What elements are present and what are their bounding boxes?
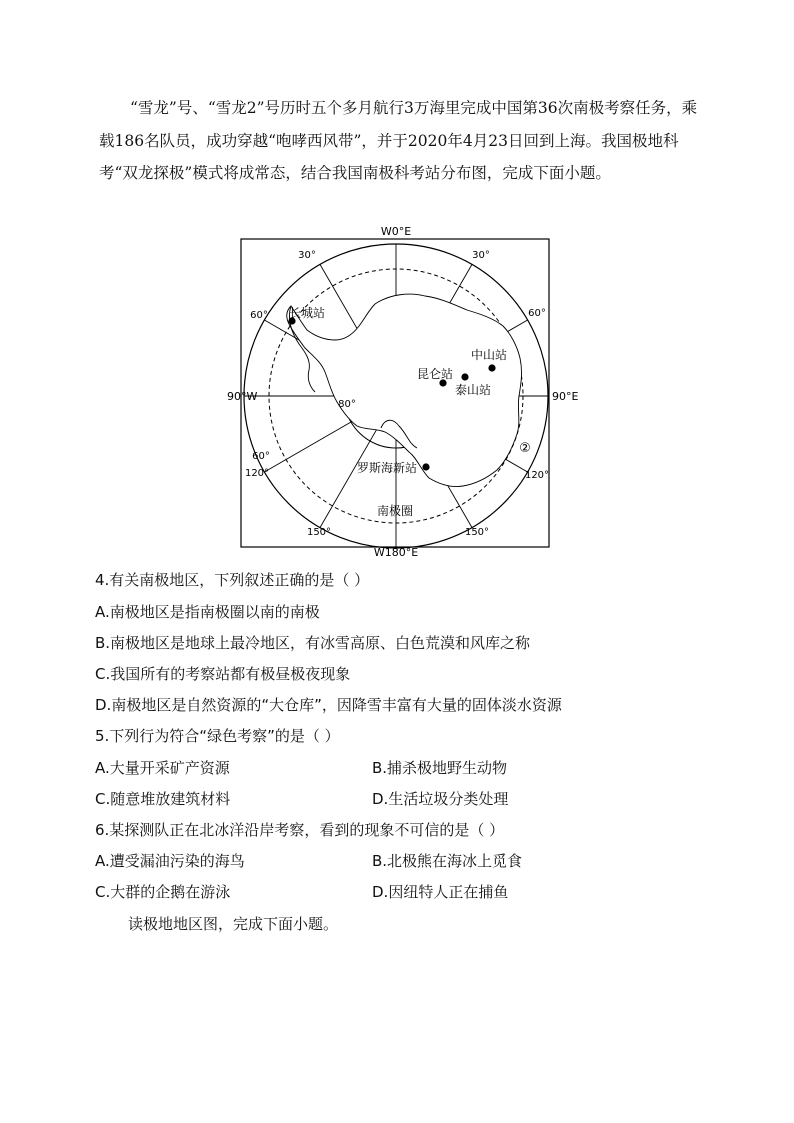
question-5-option-b: B.捕杀极地野生动物 bbox=[372, 759, 508, 777]
label-30-right: 30° bbox=[472, 250, 490, 261]
station-rossea-label: 罗斯海新站 bbox=[357, 461, 418, 475]
antarctic-map-svg bbox=[225, 222, 579, 559]
station-taishan-label: 泰山站 bbox=[455, 383, 492, 397]
question-5-stem: 5.下列行为符合“绿色考察”的是（ ） bbox=[95, 727, 340, 745]
question-5-option-a: A.大量开采矿产资源 bbox=[95, 759, 230, 777]
label-right: 90°E bbox=[552, 390, 579, 403]
station-kunlun-label: 昆仑站 bbox=[417, 367, 454, 381]
station-changcheng-label: 长城站 bbox=[289, 306, 326, 320]
question-6-option-c: C.大群的企鹅在游泳 bbox=[95, 883, 231, 901]
question-4-option-b: B.南极地区是地球上最冷地区，有冰雪高原、白色荒漠和风库之称 bbox=[95, 634, 531, 652]
question-4-stem: 4.有关南极地区，下列叙述正确的是（ ） bbox=[95, 571, 370, 589]
question-4-option-c: C.我国所有的考察站都有极昼极夜现象 bbox=[95, 665, 351, 683]
label-30-left: 30° bbox=[298, 250, 316, 261]
antarctic-map bbox=[225, 222, 579, 559]
label-120-left: 120° bbox=[244, 468, 270, 479]
label-60-right: 60° bbox=[528, 308, 546, 319]
intro-paragraph bbox=[99, 92, 699, 190]
question-6-option-d: D.因纽特人正在捕鱼 bbox=[372, 883, 509, 901]
label-lat-80: 80° bbox=[338, 399, 356, 410]
question-5-option-d: D.生活垃圾分类处理 bbox=[372, 790, 509, 808]
label-60-left: 60° bbox=[250, 310, 268, 321]
antarctic-circle-label: 南极圈 bbox=[376, 504, 414, 518]
label-left: 90°W bbox=[227, 390, 258, 403]
label-120-right: 120° bbox=[524, 470, 550, 481]
question-4-option-d: D.南极地区是自然资源的“大仓库”，因降雪丰富有大量的固体淡水资源 bbox=[95, 696, 562, 714]
station-zhongshan-label: 中山站 bbox=[471, 348, 508, 362]
label-150-left: 150° bbox=[306, 527, 332, 538]
question-5-option-c: C.随意堆放建筑材料 bbox=[95, 790, 231, 808]
label-150-right: 150° bbox=[464, 527, 490, 538]
intro-text: “雪龙”号、“雪龙2”号历时五个多月航行3万海里完成中国第36次南极考察任务，乘载186名队员，成功穿越“咆哮西风带”，并于2020年4月23日回到上海。我国极地科考“双龙探极”模式将成常态，结合我国南极科考站分布图，完成下面小题。 bbox=[99, 99, 698, 182]
taishan-station-dot bbox=[461, 373, 468, 380]
question-4-option-a: A.南极地区是指南极圈以南的南极 bbox=[95, 603, 320, 621]
zhongshan-station-dot bbox=[488, 364, 495, 371]
label-top: W0°E bbox=[380, 225, 412, 238]
question-6-stem: 6.某探测队正在北冰洋沿岸考察，看到的现象不可信的是（ ） bbox=[95, 821, 505, 839]
label-bottom: W180°E bbox=[373, 546, 419, 559]
next-section-prompt: 读极地地区图，完成下面小题。 bbox=[128, 915, 339, 933]
label-lat-60: 60° bbox=[252, 451, 270, 462]
marker-2-label: ② bbox=[519, 441, 531, 456]
question-6-option-b: B.北极熊在海冰上觅食 bbox=[372, 852, 523, 870]
question-6-option-a: A.遭受漏油污染的海鸟 bbox=[95, 852, 245, 870]
rossea-station-dot bbox=[422, 463, 429, 470]
